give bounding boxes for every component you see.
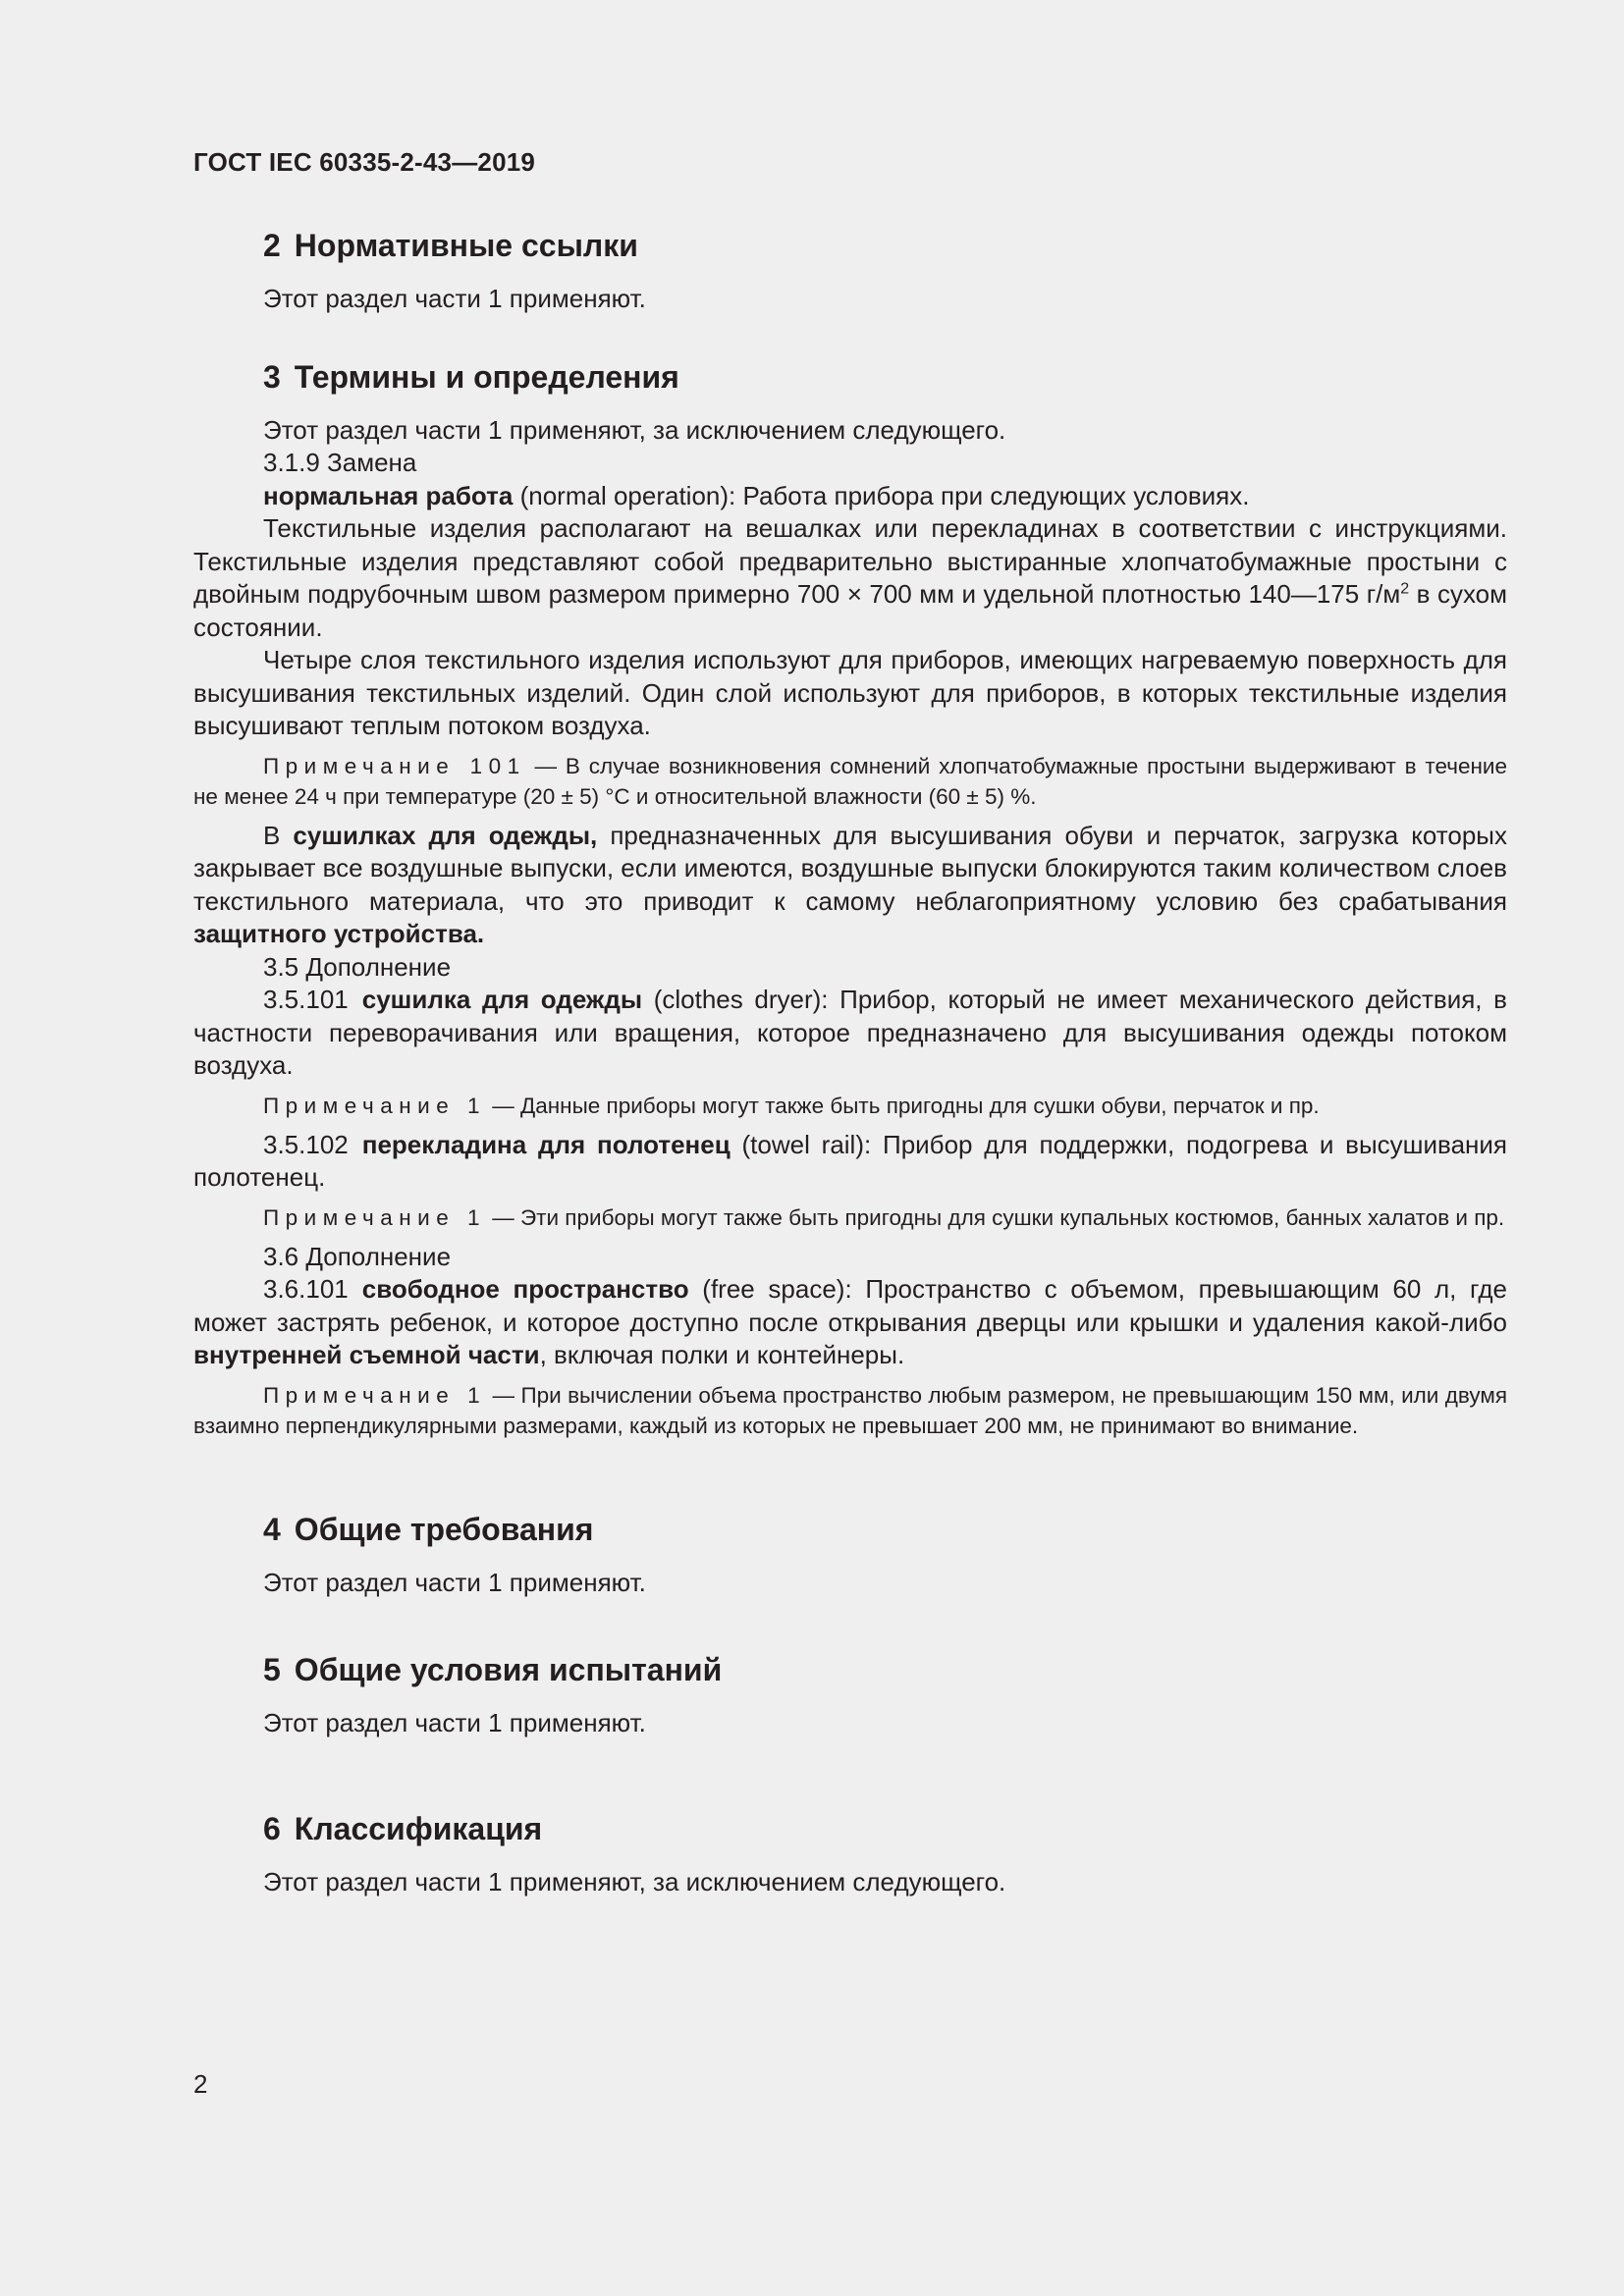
section-number: 5 (263, 1652, 281, 1687)
page-number: 2 (193, 2069, 208, 2099)
section-title: Классификация (294, 1810, 543, 1846)
section-2-heading (193, 218, 1507, 273)
paragraph-text: предназначенных для высушивания обуви и перчаток, загрузка которых закрывает все воздушные выпуски, если имеются, воздушные выпуски блокируются таким количеством слоев текстильного материала, что это приводит к самому неблагоприятному условию без срабатывания (193, 820, 1507, 916)
definition-clothes-dryer (193, 984, 1507, 1083)
section-4-heading (193, 1502, 1507, 1557)
note-label: Примечание 1 (263, 1204, 486, 1230)
section-3-heading (193, 349, 1507, 404)
section-title: Термины и определения (294, 358, 679, 395)
definition-text: (normal operation): Работа прибора при следующих условиях. (513, 480, 1250, 510)
note-text: — При вычислении объема пространство любым размером, не превышающим 150 мм, или двумя взаимно перпендикулярными размерами, каждый из которых не превышает 200 мм, не принимают во внимание. (193, 1382, 1508, 1438)
note-1-clothes-dryer (193, 1091, 1507, 1121)
superscript: 2 (1400, 580, 1410, 598)
section-title: Общие условия испытаний (294, 1652, 723, 1687)
note-101 (193, 751, 1507, 812)
paragraph-text: в сухом состоянии. (193, 579, 1507, 642)
section-3-intro: Этот раздел части 1 применяют, за исключением следующего. (263, 414, 1006, 445)
note-1-towel-rail (193, 1202, 1507, 1233)
document-header: ГОСТ IEC 60335-2-43—2019 (193, 147, 536, 177)
paragraph-text: Текстильные изделия располагают на вешалках или перекладинах в соответствии с инструкциями. Текстильные изделия представляют собой предварительно выстиранные хлопчатобумажные простыни с двойным подрубочным швом размером примерно 700 × 700 мм и удельной плотностью 140—175 г/м (193, 513, 1507, 609)
definition-text: (towel rail): Прибор для поддержки, подогрева и высушивания полотенец. (193, 1129, 1507, 1192)
note-1-free-space (193, 1380, 1507, 1441)
paragraph-text: В (263, 820, 294, 850)
term: нормальная работа (263, 480, 514, 510)
term: сушилках для одежды, (293, 820, 598, 850)
section-title: Общие требования (294, 1511, 594, 1547)
term: сушилка для одежды (361, 985, 643, 1014)
section-number: 6 (263, 1810, 281, 1846)
definition-text: (free space): Пространство с объемом, превышающим 60 л, где может застрять ребенок, и которое доступно после открывания дверцы или крышки и удаления какой-либо (193, 1274, 1507, 1337)
clause-number: 3.5.101 (263, 985, 349, 1014)
definition-normal-operation (193, 480, 1507, 513)
note-text: — Данные приборы могут также быть пригодны для сушки обуви, перчаток и пр. (486, 1093, 1320, 1118)
subclause-3-1-9: 3.1.9 Замена (263, 448, 417, 477)
section-number: 2 (263, 228, 281, 263)
term: защитного устройства. (193, 919, 485, 948)
section-5-text: Этот раздел части 1 применяют. (263, 1708, 646, 1737)
section-2-text: Этот раздел части 1 применяют. (263, 284, 646, 313)
note-text: — Эти приборы могут также быть пригодны для сушки купальных костюмов, банных халатов и пр. (486, 1204, 1505, 1230)
section-title: Нормативные ссылки (294, 228, 638, 263)
definition-free-space (193, 1273, 1507, 1372)
subclause-3-6: 3.6 Дополнение (263, 1241, 452, 1271)
clause-number: 3.5.102 (263, 1129, 349, 1159)
section-4-text: Этот раздел части 1 применяют. (263, 1567, 646, 1597)
definition-text: , включая полки и контейнеры. (539, 1340, 905, 1369)
document-body (193, 218, 1507, 1898)
section-6-text: Этот раздел части 1 применяют, за исключением следующего. (263, 1866, 1006, 1896)
term: свободное пространство (361, 1274, 689, 1304)
definition-towel-rail (193, 1129, 1507, 1195)
section-5-heading (193, 1642, 1507, 1697)
dryers-paragraph (193, 820, 1507, 951)
note-text: — В случае возникновения сомнений хлопчатобумажные простыни выдерживают в течение не менее 24 ч при температуре (20 ± 5) °С и относительной влажности (60 ± 5) %. (193, 753, 1507, 809)
clause-number: 3.6.101 (263, 1274, 349, 1304)
term: внутренней съемной части (193, 1340, 540, 1369)
section-number: 3 (263, 358, 281, 395)
note-label: Примечание 101 (263, 753, 526, 778)
note-label: Примечание 1 (263, 1093, 486, 1118)
section-number: 4 (263, 1511, 281, 1547)
section-6-heading (193, 1801, 1507, 1856)
layers-paragraph: Четыре слоя текстильного изделия используют для приборов, имеющих нагреваемую поверхность для высушивания текстильных изделий. Один слой используют для приборов, в которых текстильные изделия высушивают теплым потоком воздуха. (193, 645, 1507, 740)
term: перекладина для полотенец (361, 1129, 731, 1159)
definition-text: (clothes dryer): Прибор, который не имеет механического действия, в частности переворачивания или вращения, которое предназначено для высушивания одежды потоком воздуха. (193, 985, 1507, 1080)
textiles-paragraph (193, 512, 1507, 644)
note-label: Примечание 1 (263, 1382, 487, 1408)
subclause-3-5: 3.5 Дополнение (263, 951, 452, 982)
